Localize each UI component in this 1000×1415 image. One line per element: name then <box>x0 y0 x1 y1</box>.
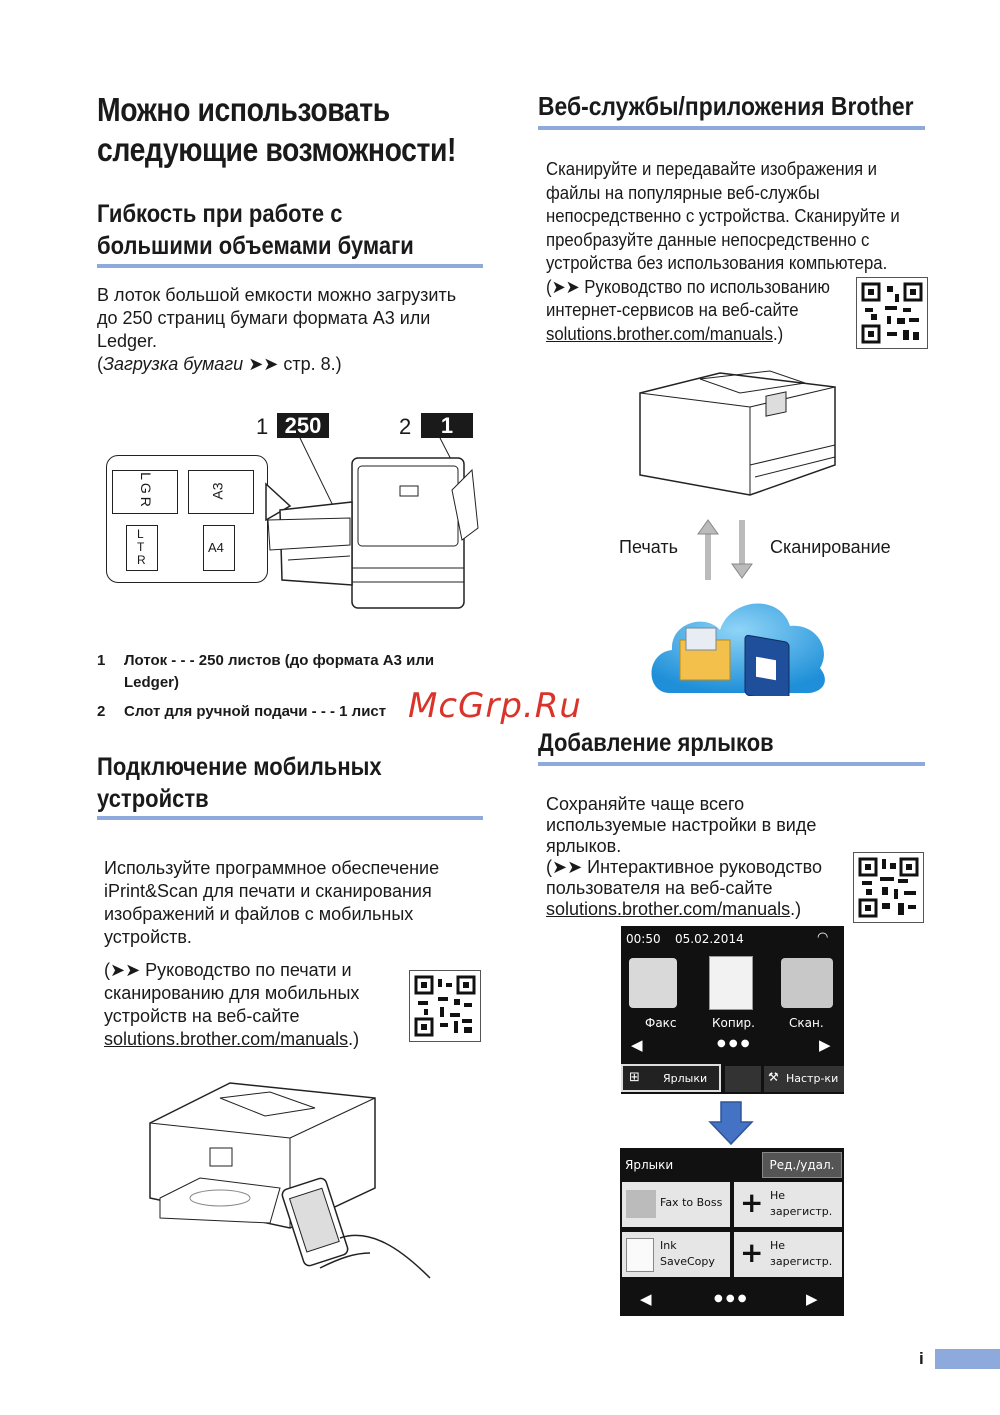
paper-ref: (Загрузка бумаги ➤➤ стр. 8.) <box>97 354 342 374</box>
plus-icon: + <box>740 1186 764 1219</box>
shortcut-tile[interactable]: Ink SaveCopy <box>622 1232 730 1277</box>
page-dots: ● ● ● <box>717 1038 750 1049</box>
paper-heading-rule <box>97 264 483 268</box>
scan-icon[interactable] <box>781 958 833 1008</box>
tray-illustration <box>100 410 500 620</box>
arrow-right-icon[interactable]: ▶ <box>806 1290 818 1308</box>
paper-heading: Гибкость при работе с большими объемами бумаги <box>97 200 414 260</box>
shortcut-tile[interactable]: + Не зарегистр. <box>734 1182 842 1227</box>
qr-code-icon <box>856 277 928 349</box>
shortcut-tile[interactable]: + Не зарегистр. <box>734 1232 842 1277</box>
lcd-icon-copy-label: Копир. <box>712 1016 755 1030</box>
page-tab <box>935 1349 1000 1369</box>
manuals-link[interactable]: solutions.brother.com/manuals <box>104 1029 349 1049</box>
manuals-link[interactable]: solutions.brother.com/manuals <box>546 323 774 344</box>
copy-icon[interactable] <box>709 956 753 1010</box>
double-arrow-icon: ➤➤ <box>248 354 279 374</box>
arrow-left-icon[interactable]: ◀ <box>631 1036 643 1054</box>
manuals-link[interactable]: solutions.brother.com/manuals <box>546 899 791 919</box>
mobile-printing-illustration <box>140 1078 440 1288</box>
print-label: Печать <box>619 537 678 557</box>
print-scan-arrows <box>690 518 760 582</box>
web-heading-rule <box>538 126 925 130</box>
callout-2-label: 1 <box>421 413 473 438</box>
mobile-ref: (➤➤ Руководство по печати и сканированию для мобильных устройств на веб-сайте solutions.brother.com/manuals.) <box>104 960 360 1049</box>
arrow-down-icon <box>708 1100 754 1146</box>
lcd-date: 05.02.2014 <box>675 932 744 946</box>
page-number: i <box>919 1349 924 1368</box>
mobile-body: Используйте программное обеспечение iPrint&Scan для печати и сканирования изображений и файлов с мобильных устройств. <box>104 858 440 947</box>
watermark: McGrp.Ru <box>408 686 582 726</box>
shortcut-tile[interactable]: Fax to Boss <box>622 1182 730 1227</box>
shortcut-plus-icon: ⊞ <box>629 1070 640 1085</box>
lcd-icon-scan-label: Скан. <box>789 1016 824 1030</box>
paper-a3: A3 <box>188 470 254 514</box>
callout-2-number: 2 <box>399 414 412 439</box>
cloud-icon <box>650 588 828 696</box>
qr-code-icon <box>409 970 481 1042</box>
lcd-home-screen <box>621 926 844 1094</box>
edit-delete-button[interactable]: Ред./удал. <box>762 1152 842 1178</box>
web-body: Сканируйте и передавайте изображения и файлы на популярные веб-службы непосредственно с устройства. Сканируйте и преобразуйте данные непосредственно с устройства без использования компьютера. (➤➤ Руководство по использованию интернет-сервисов на веб-сайте solutions.brother.com/manuals.) <box>546 159 900 344</box>
callout-1-number: 1 <box>256 414 269 439</box>
ink-icon[interactable] <box>725 1066 761 1092</box>
paper-body: В лоток большой емкости можно загрузить до 250 страниц бумаги формата A3 или Ledger. (Загрузка бумаги ➤➤ стр. 8.) <box>97 284 497 376</box>
copy-icon <box>626 1238 654 1272</box>
arrow-left-icon[interactable]: ◀ <box>640 1290 652 1308</box>
shortcuts-body: Сохраняйте чаще всего используемые настройки в виде ярлыков. (➤➤ Интерактивное руководство пользователя на веб-сайте solutions.brother.com/manuals.) <box>546 794 823 919</box>
list-item: 1 Лоток - - - 250 листов (до формата A3 или Ledger) <box>97 652 435 691</box>
paper-a4: A4 <box>203 525 235 571</box>
paper-ledger: LGR <box>112 470 178 514</box>
web-services-heading: Веб-службы/приложения Brother <box>538 91 914 121</box>
page-title: Можно использовать следующие возможности! <box>97 91 457 168</box>
shortcuts-heading-rule <box>538 762 925 766</box>
fax-icon[interactable] <box>629 958 677 1008</box>
lcd-icon-fax-label: Факс <box>645 1016 677 1030</box>
qr-code-icon <box>853 852 924 923</box>
shortcuts-heading: Добавление ярлыков <box>538 729 774 757</box>
settings-button[interactable]: ⚒ Настр-ки <box>764 1066 844 1092</box>
shortcuts-tab-button[interactable]: ⊞ Ярлыки <box>621 1064 721 1092</box>
mobile-heading: Подключение мобильных устройств <box>97 753 382 813</box>
fax-icon <box>626 1190 656 1218</box>
callout-1-label: 250 <box>277 413 329 438</box>
printer-illustration <box>630 365 860 515</box>
mobile-heading-rule <box>97 816 483 820</box>
list-item: 2 Слот для ручной подачи - - - 1 лист <box>97 703 387 720</box>
lcd-shortcuts-title: Ярлыки <box>625 1158 674 1172</box>
tools-icon: ⚒ <box>768 1070 779 1084</box>
lcd-shortcuts-screen <box>620 1148 844 1316</box>
qr-code-icon <box>854 853 923 922</box>
plus-icon: + <box>740 1236 764 1269</box>
wifi-icon: ◠ <box>817 930 829 945</box>
paper-letter: LTR <box>126 525 158 571</box>
scan-label: Сканирование <box>770 537 891 557</box>
page-dots: ● ● ● <box>714 1293 747 1304</box>
qr-code-icon <box>410 971 480 1041</box>
lcd-time: 00:50 <box>626 932 661 946</box>
qr-code-icon <box>857 278 927 348</box>
arrow-right-icon[interactable]: ▶ <box>819 1036 831 1054</box>
